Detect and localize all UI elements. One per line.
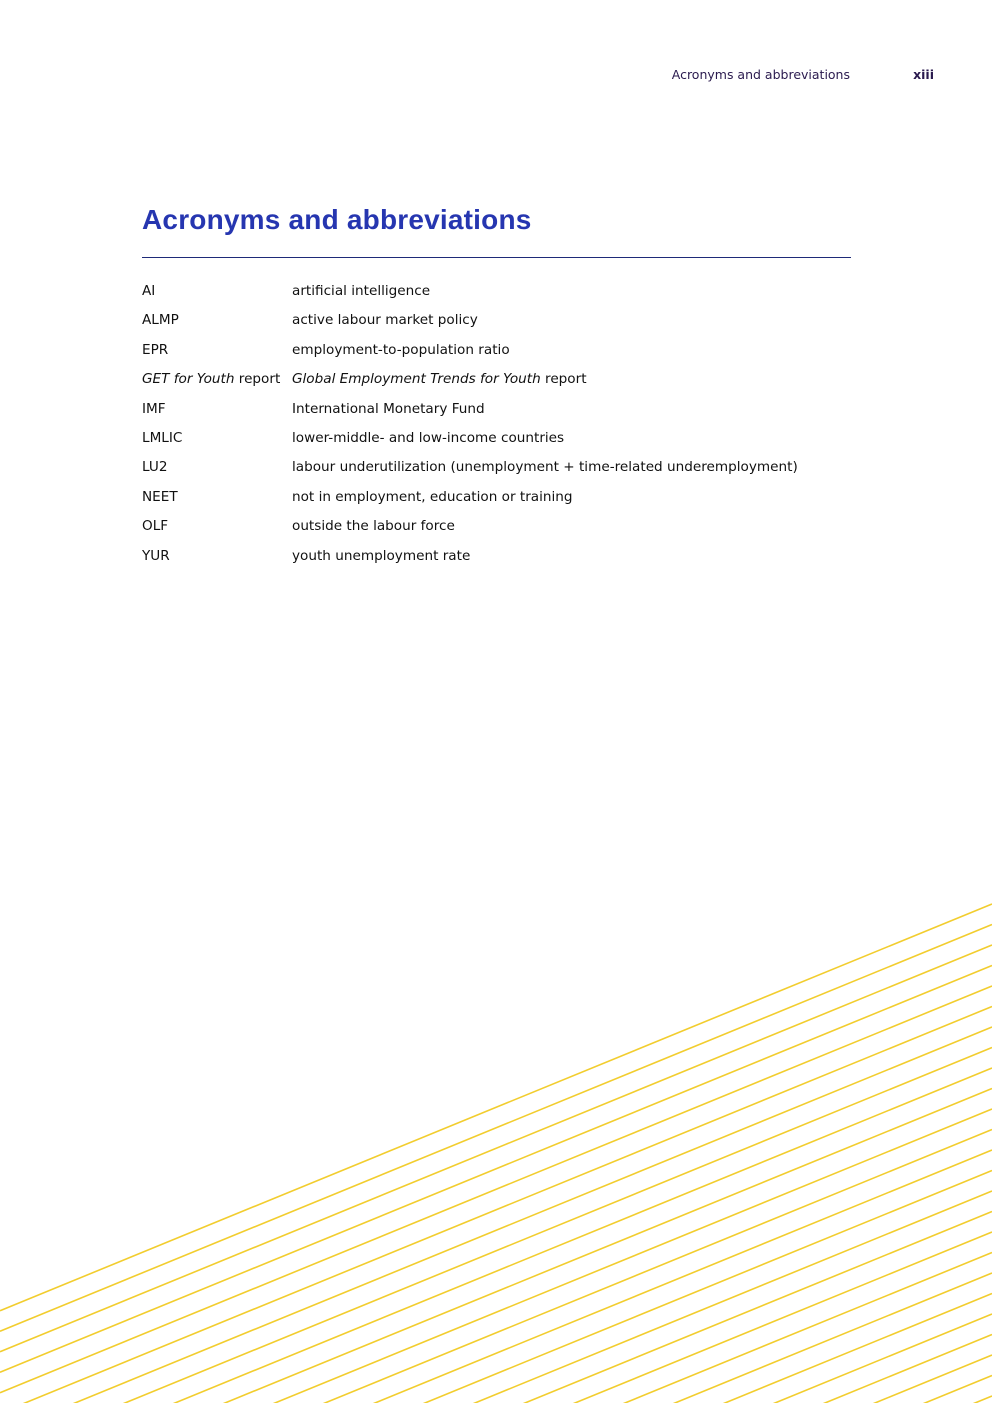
acronym-definition: artificial intelligence (292, 283, 431, 299)
stripe-line (0, 1396, 992, 1403)
acronym-term: NEET (142, 488, 178, 505)
acronym-row-lu2 (142, 457, 851, 486)
running-title: Acronyms and abbreviations (671, 67, 850, 82)
acronym-term (142, 369, 292, 389)
stripe-line (0, 1027, 992, 1403)
acronym-row-ai (142, 281, 851, 310)
stripe-line (0, 986, 992, 1393)
acronym-definition (292, 369, 851, 389)
stripe-line (0, 1150, 992, 1403)
stripe-line (0, 1089, 992, 1403)
acronym-row-imf (142, 399, 851, 428)
acronym-row-yur (142, 546, 851, 575)
acronym-term: YUR (142, 547, 170, 564)
stripe-line (0, 945, 992, 1352)
acronym-row-get-for-youth (142, 369, 851, 398)
stripe-line (0, 1007, 992, 1403)
stripe-line (0, 925, 992, 1332)
acronym-row-epr (142, 340, 851, 369)
acronym-definition: outside the labour force (292, 518, 455, 535)
stripe-line (0, 966, 992, 1373)
acronym-row-lmlic (142, 428, 851, 457)
acronym-definition: active labour market policy (292, 312, 478, 329)
stripe-line (0, 904, 992, 1311)
acronym-definition: lower-middle- and low-income countries (292, 429, 565, 446)
stripe-line (0, 1109, 992, 1403)
acronym-term: IMF (142, 400, 166, 417)
acronym-term: ALMP (142, 312, 179, 329)
acronym-definition-italic: Global Employment Trends for Youth (292, 371, 541, 388)
stripe-line (0, 1376, 992, 1403)
page-title: Acronyms and abbreviations (142, 204, 532, 235)
acronym-definition: youth unemployment rate (292, 547, 471, 564)
stripe-line (0, 1171, 992, 1403)
diagonal-stripes-decoration (0, 880, 992, 1403)
running-header (0, 67, 992, 85)
acronym-term-italic: GET for Youth (142, 371, 235, 388)
acronym-row-olf (142, 516, 851, 545)
acronym-definition: labour underutilization (unemployment + time-related underemployment) (292, 459, 798, 476)
page-number: xiii (913, 67, 934, 82)
acronym-definition: International Monetary Fund (292, 400, 485, 417)
acronym-term: LMLIC (142, 429, 183, 446)
acronym-list (142, 281, 851, 575)
stripe-line (0, 1314, 992, 1403)
acronym-term: EPR (142, 341, 169, 358)
stripe-lines (0, 904, 992, 1403)
acronym-term: LU2 (142, 459, 168, 476)
heading-divider (142, 257, 851, 258)
stripe-line (0, 1191, 992, 1403)
stripe-line (0, 1048, 992, 1403)
stripe-line (0, 1232, 992, 1403)
stripe-line (0, 1253, 992, 1403)
acronym-term-suffix: report (234, 371, 281, 388)
acronym-term: AI (142, 283, 156, 299)
acronym-definition: employment-to-population ratio (292, 341, 510, 358)
acronym-row-almp (142, 310, 851, 339)
stripe-line (0, 1294, 992, 1403)
acronym-definition-suffix: report (540, 371, 587, 388)
acronym-term: OLF (142, 518, 169, 535)
acronym-row-neet (142, 487, 851, 516)
acronym-definition: not in employment, education or training (292, 488, 573, 505)
